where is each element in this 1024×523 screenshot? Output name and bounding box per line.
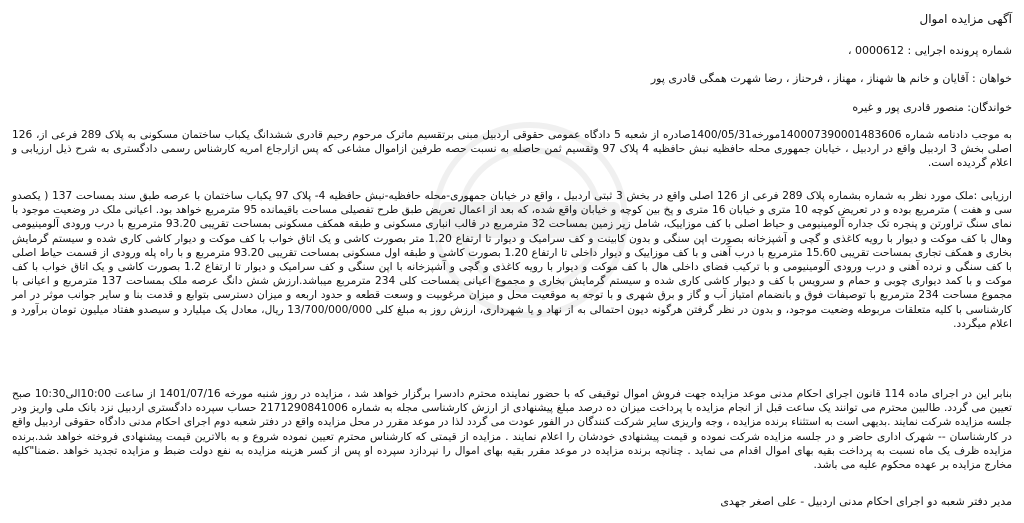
notice-title: آگهی مزایده اموال bbox=[919, 12, 1012, 26]
file-number: شماره پرونده اجرایی : 0000612 ، bbox=[848, 44, 1012, 57]
plaintiffs: خواهان : آقایان و خانم ها شهناز ، مهناز ، فرحناز ، رضا شهرت همگی قادری پور bbox=[650, 72, 1012, 85]
verdict-paragraph: به موجب دادنامه شماره 140007390001483606مورخه1400/05/31صادره از شعبه 5 دادگاه عمومی حقوقی اردبیل مبنی برتقسیم ماترک مرحوم رحیم قادری ششدانگ یکباب ساختمان مسکونی به پلاک 289 فرعی از، 126 اصلی بخش 3 اردبیل واقع در اردبیل ، خیابان جمهوری محله حافظیه نبش حافظیه 4 پلاک 97 وتقسیم ثمن حاصله به نسبت حصه طرفین ازاموال مشاعی که پس ازارجاع امریه کارشناس رسمی دادگستری به شرح ذیل ارزیابی و اعلام گردیده است. bbox=[12, 129, 1013, 170]
signature-line: مدیر دفتر شعبه دو اجرای احکام مدنی اردبیل - علی اصغر جهدی bbox=[720, 495, 1012, 508]
auction-paragraph: بنابر این در اجرای ماده 114 قانون اجرای احکام مدنی موعد مزایده جهت فروش اموال توقیفی که با حضور نماینده محترم دادسرا برگزار خواهد شد ، مزایده در روز شنبه مورخه 1401/07/16 از ساعت 10:00الی10:30 صبح تعیین می گردد. طالبین محترم می توانند یک ساعت قبل از انجام مزایده با پرداخت میزان ده درصد مبلغ پیشنهادی از ارزش کارشناسی مجله به شماره 2171290841006 حساب سپرده دادگستری اردبیل نزد بانک ملی واریز ودر جلسه مزایده شرکت نمایند .بدیهی است به استثناء برنده مزایده ، وجه واریزی سایر شرکت کنندگان در الفور عودت می گردد لذا در موعد مقرر در محل مزایده واقع در دفتر شعبه دوم اجرای احکام مدنی دادگاه حقوقی اردبیل واقع در کارشناسان -- شهرک اداری حاضر و در جلسه مزایده شرکت نموده و قیمت پیشنهادی خودشان را اعلام نمایند . مزایده از قیمتی که کارشناس محترم تعیین نموده شروع و به بالاترین قیمت پیشنهادی فروخته خواهد شد.برنده مزایده ظرف یک ماه نسبت به پرداخت بقیه بهای اموال اقدام می نماید . چنانچه برنده مزایده در موعد مقرر بقیه بهای اموال را نپردازد سپرده او پس از کسر هزینه مزایده به نفع دولت ضبط و مزایده تجدید خواهد .ضمنا"کلیه مخارج مزایده بر عهده محکوم علیه می باشد. bbox=[12, 388, 1012, 472]
defendants: خواندگان: منصور قادری پور و غیره bbox=[852, 101, 1012, 114]
appraisal-paragraph: ارزیابی :ملک مورد نظر به شماره بشماره پلاک 289 فرعی از 126 اصلی واقع در بخش 3 ثبتی اردبیل ، واقع در خیابان جمهوری-محله حافظیه-نبش حافظیه 4- پلاک 97 یکباب ساختمان با عرصه طبق سند بمساحت 137 ( یکصدو سی و هفت ) مترمربع بوده و در تعریض کوچه 10 متری و خیابان 16 متری و پخ بین کوچه و خیابان واقع شده، که بعد از اعمال تعریض طبق طرح تفصیلی مساحت باقیمانده 95 مترمربع خواهد بود. اعیانی ملک در وضعیت موجود با نمای سنگ تراورتن و پنجره تک جداره آلومینیومی و حیاط اصلی با کف موزاییک، شامل زیر زمین بمساحت 32 مترمربع در قالب انباری مسکونی و طبقه همکف مسکونی بمساحت تقریبی 93.20 مترمربع با درب ورودی آلومینیومی وهال با کف موکت و دیوار با رویه کاغذی و گچی و آشپزخانه بصورت اپن سنگی و بدون کابینت و کف سرامیک و دیوار تا ارتفاع 1.20 متر بصورت کاشی و یک اتاق خواب با کف موکت و دیوار کاشی کاری شده و سیستم گرمایش بخاری و همکف تجاری بمساحت تقریبی 15.60 مترمربع با درب آهنی و با کف موزاییک و دیوار داخلی تا ارتفاع 1.20 بصورت کاشی و طبقه اول مسکونی بمساحت تقریبی 93.20 مترمربع و با راه پله ورودی از قسمت حیاط اصلی با کف سنگی و نرده آهنی و درب ورودی آلومینیومی و با ترکیب فضای داخلی هال با کف موکت و دیوار با رویه کاغذی و گچی و آشپزخانه با اپن سنگی و کف سرامیک و دیوار تا ارتفاع 1.2 بصورت کاشی و یک اتاق خواب با کف موکت و با کمد دیواری چوبی و حمام و سرویس با کف و دیوار کاشی کاری شده و سیستم گرمایش بخاری و مجموع اعیانی بمساحت کلی 234 مترمربع میباشد.ارزش شش دانگ عرصه ملک بمساحت 137 مترمربع و اعیانی با مجموع مساحت 234 مترمربع با توصیفات فوق و بانضمام امتیاز آب و گاز و برق شهری و با توجه به موقعیت محل و میزان مرغوبیت و وسعت قطعه و حدود اربعه و میزان دسترسی بتوابع و قدمت بنا و سایر جوانب موثر در امر کارشناسی با کلیه متعلقات مربوطه وضعیت موجود، و بدون در نظر گرفتن هرگونه دیون احتمالی به از نهاد و یا شهرداری، ارزش روز به مبلغ کلی 13/700/000/000 ریال، معادل یک میلیارد و سیصدو هفتاد میلیون تومان برآورد و اعلام میگردد. bbox=[12, 190, 1013, 330]
